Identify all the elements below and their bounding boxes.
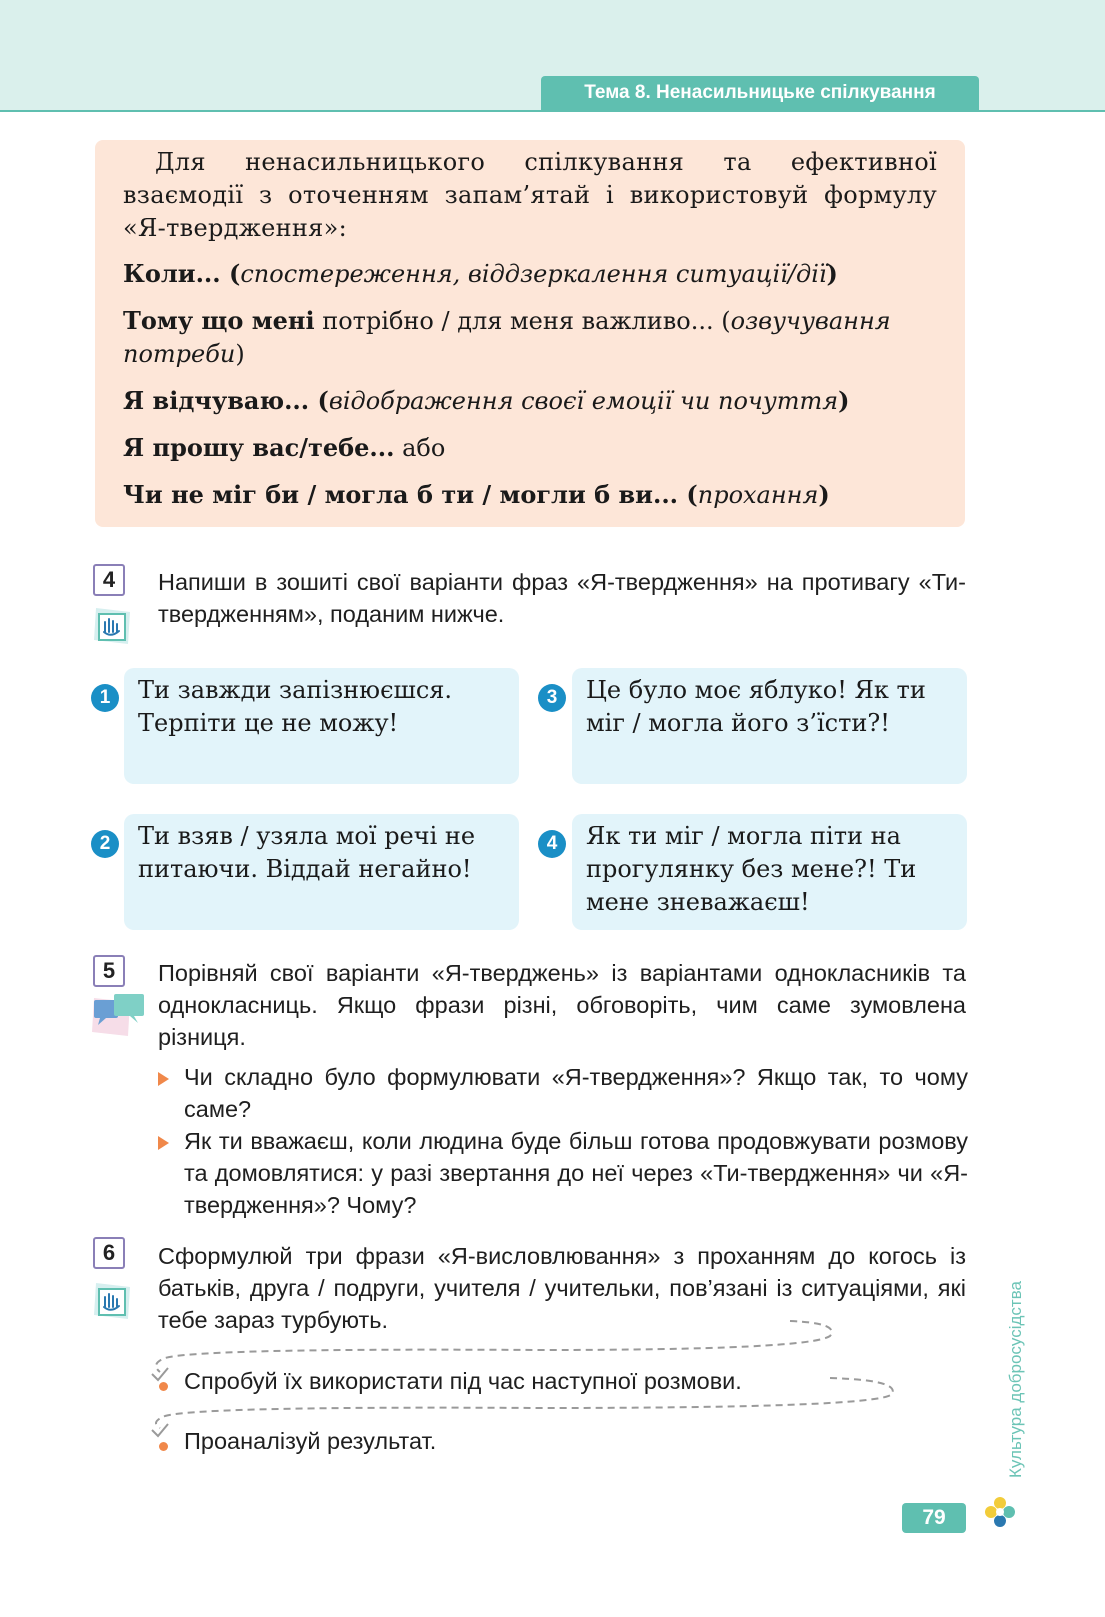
example-number-1: 1 [91, 684, 119, 712]
formula-line-when: Коли... (спостереження, віддзеркалення ситуації/дії) [123, 259, 838, 288]
topic-label: Тема 8. Ненасильницьке спілкування [541, 76, 979, 110]
example-2: Ти взяв / узяла мої речі не питаючи. Віддай негайно! [124, 814, 519, 930]
example-3: Це було моє яблуко! Як ти міг / могла його з’їсти?! [572, 668, 967, 784]
triangle-bullet-icon [158, 1136, 169, 1150]
speech-bubbles-icon [90, 992, 150, 1040]
task-number-5: 5 [93, 955, 125, 987]
page-number: 79 [902, 1503, 966, 1533]
example-number-3: 3 [538, 684, 566, 712]
example-4: Як ти міг / могла піти на прогулянку без мене?! Ти мене зневажаєш! [572, 814, 967, 930]
section-side-title: Культура добросусідства [1006, 1280, 1025, 1478]
task-6-step-1: Спробуй їх використати під час наступної розмови. [184, 1368, 742, 1394]
hand-writing-icon [90, 604, 136, 650]
question-item: Як ти вважаєш, коли людина буде більш готова продовжувати розмову та домовлятися: у разі звертання до неї через «Ти-твердження» чи «Я-твердження»? Чому? [158, 1125, 968, 1221]
step-bullet-icon [159, 1442, 168, 1451]
hand-writing-icon [90, 1279, 136, 1325]
task-5-questions [158, 1061, 968, 1221]
example-1: Ти завжди запізнюєшся. Терпіти це не можу! [124, 668, 519, 784]
task-6-step-2: Проаналізуй результат. [184, 1428, 437, 1454]
task-6-text: Сформулюй три фрази «Я-висловлювання» з проханням до когось із батьків, друга / подруги, учителя / учительки, пов’язані із ситуаціями, які тебе зараз турбують. [158, 1243, 966, 1333]
formula-line-request: Чи не міг би / могла б ти / могли б ви... (прохання) [123, 480, 830, 509]
triangle-bullet-icon [158, 1072, 169, 1086]
task-number-4: 4 [93, 564, 125, 596]
formula-line-ask: Я прошу вас/тебе... або [123, 433, 446, 462]
task-4-text: Напиши в зошиті свої варіанти фраз «Я-твердження» на противагу «Ти-твердженням», поданим нижче. [158, 569, 966, 627]
task-5-text: Порівняй свої варіанти «Я-тверджень» із варіантами однокласників та однокласниць. Якщо фрази різні, обговоріть, чим саме зумовлена різниця. [158, 960, 966, 1050]
flower-icon [983, 1495, 1017, 1529]
example-number-2: 2 [91, 830, 119, 858]
formula-line-need: Тому що мені потрібно / для меня важливо... (озвучування потреби) [123, 306, 891, 368]
example-number-4: 4 [538, 830, 566, 858]
step-bullet-icon [159, 1382, 168, 1391]
question-item: Чи складно було формулювати «Я-твердження»? Якщо так, то чому саме? [158, 1061, 968, 1125]
formula-box [95, 140, 965, 527]
task-number-6: 6 [93, 1237, 125, 1269]
formula-line-feel: Я відчуваю... (відображення своєї емоції чи почуття) [123, 386, 850, 415]
formula-intro: Для ненасильницького спілкування та ефективної взаємодії з оточенням запам’ятай і використовуй формулу «Я-твердження»: [123, 148, 937, 242]
